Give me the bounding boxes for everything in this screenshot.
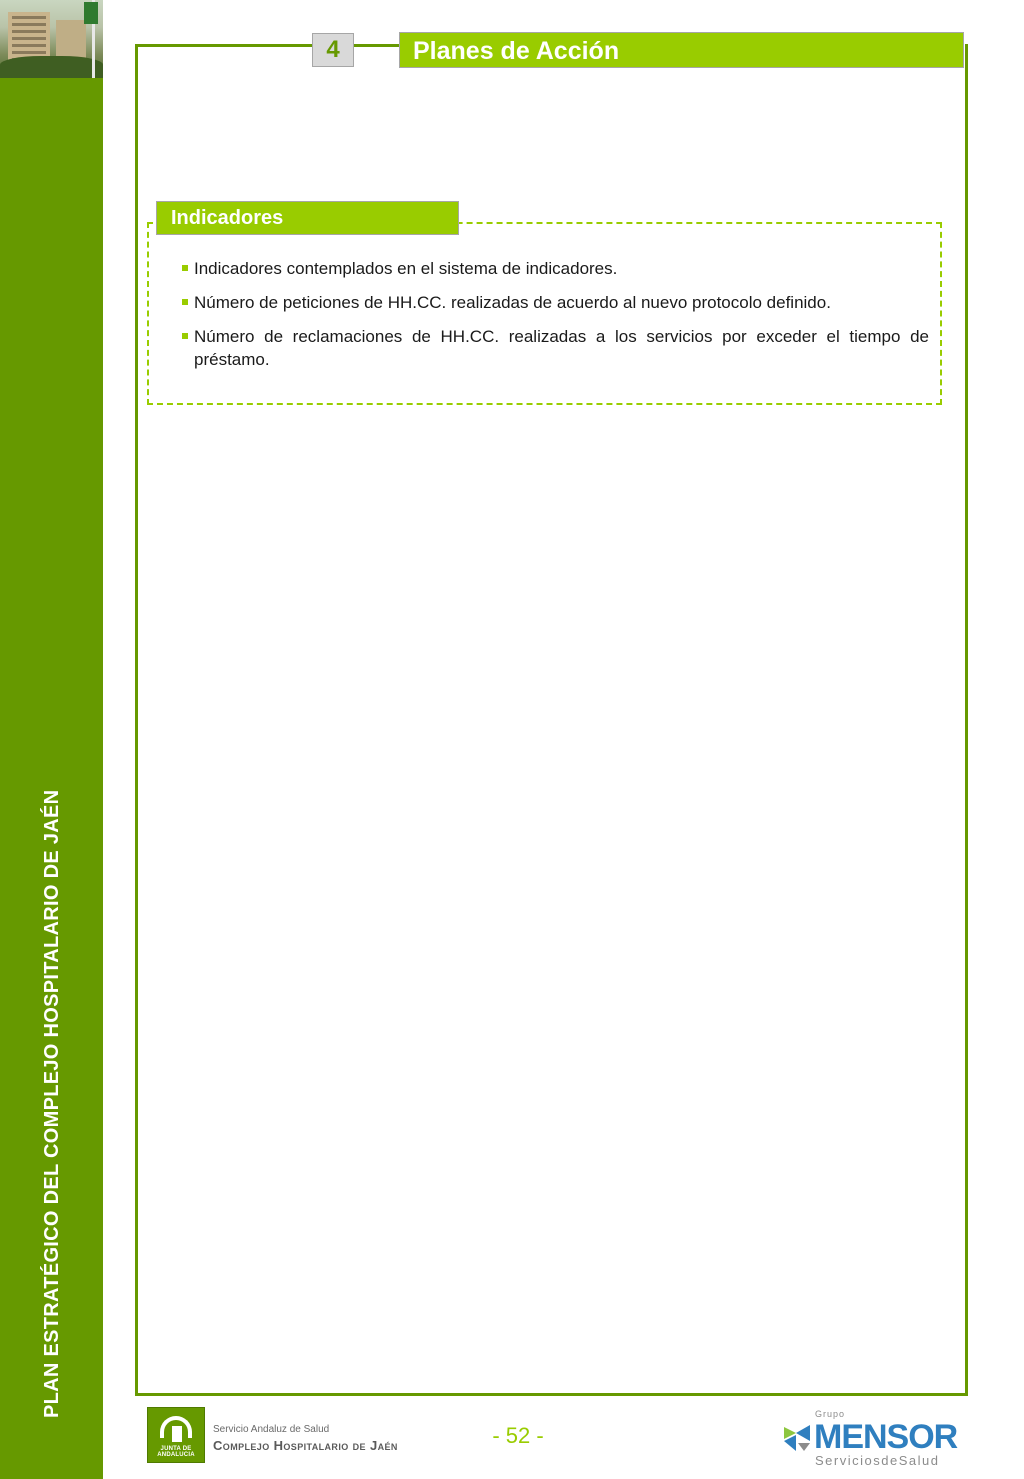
section-number-badge: 4	[312, 33, 354, 67]
mensor-grupo-label: Grupo	[815, 1409, 846, 1419]
indicadores-heading: Indicadores	[156, 201, 459, 235]
sas-name: Servicio Andaluz de Salud	[213, 1424, 330, 1435]
junta-andalucia-emblem-icon	[147, 1407, 205, 1463]
list-item	[182, 325, 929, 371]
hospital-name: Complejo Hospitalario de Jaén	[213, 1438, 398, 1453]
list-item-text: Número de peticiones de HH.CC. realizadas de acuerdo al nuevo protocolo definido.	[194, 293, 831, 312]
square-bullet-icon	[182, 299, 188, 305]
page-number: - 52 -	[492, 1423, 544, 1448]
mensor-mark-icon	[782, 1421, 812, 1453]
square-bullet-icon	[182, 265, 188, 271]
mensor-name: MENSOR	[814, 1418, 958, 1456]
frame-top-border	[135, 44, 316, 47]
mensor-tagline: ServiciosdeSalud	[815, 1453, 940, 1468]
list-item	[182, 291, 929, 314]
list-item-text: Indicadores contemplados en el sistema de indicadores.	[194, 259, 618, 278]
emblem-label: JUNTA DE ANDALUCIA	[157, 1446, 195, 1458]
document-vertical-title: PLAN ESTRATÉGICO DEL COMPLEJO HOSPITALARIO DE JAÉN	[41, 789, 63, 1418]
list-item	[182, 257, 929, 280]
hospital-photo	[0, 0, 103, 78]
indicadores-list	[182, 257, 929, 382]
sas-hospital-logo	[147, 1407, 398, 1463]
frame-top-border-connector	[354, 44, 400, 47]
square-bullet-icon	[182, 333, 188, 339]
mensor-logo	[782, 1409, 957, 1469]
section-title: Planes de Acción	[399, 32, 964, 68]
list-item-text: Número de reclamaciones de HH.CC. realizadas a los servicios por exceder el tiempo de préstamo.	[194, 327, 929, 369]
sidebar	[0, 0, 103, 1479]
